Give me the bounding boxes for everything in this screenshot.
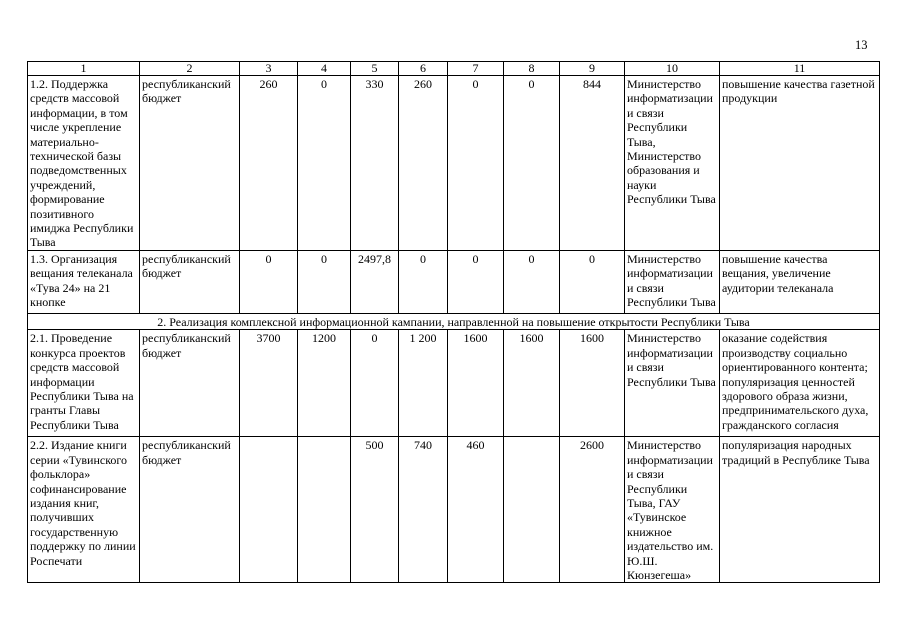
value-cell: 0 [298,76,351,251]
header-cell: 3 [240,62,298,76]
value-cell: 740 [399,437,448,583]
value-cell [504,437,560,583]
table-row [28,76,880,251]
value-cell: 844 [560,76,625,251]
table-row [28,437,880,583]
page-number: 13 [855,38,868,52]
executor-cell: Министерство информатизации и связи Республики Тыва [625,330,720,437]
funding-source-cell: республиканский бюджет [140,330,240,437]
executor-cell: Министерство информатизации и связи Республики Тыва, Министерство образования и науки Республики Тыва [625,76,720,251]
value-cell: 3700 [240,330,298,437]
table-row [28,330,880,437]
value-cell: 500 [351,437,399,583]
header-cell: 2 [140,62,240,76]
program-table [27,61,880,583]
header-cell: 8 [504,62,560,76]
funding-source-cell: республиканский бюджет [140,250,240,313]
header-cell: 1 [28,62,140,76]
value-cell: 1600 [560,330,625,437]
header-row [28,62,880,76]
value-cell: 460 [448,437,504,583]
value-cell: 0 [399,250,448,313]
table-row [28,250,880,313]
value-cell: 1600 [448,330,504,437]
value-cell: 0 [351,330,399,437]
header-cell: 4 [298,62,351,76]
value-cell: 260 [240,76,298,251]
value-cell [298,437,351,583]
header-cell: 11 [720,62,880,76]
value-cell: 0 [504,76,560,251]
value-cell: 0 [504,250,560,313]
section-row [28,313,880,329]
header-cell: 5 [351,62,399,76]
funding-source-cell: республиканский бюджет [140,437,240,583]
section-title: 2. Реализация комплексной информационной кампании, направленной на повышение открытости Республики Тыва [28,313,880,329]
executor-cell: Министерство информатизации и связи Республики Тыва [625,250,720,313]
header-cell: 6 [399,62,448,76]
header-cell: 7 [448,62,504,76]
value-cell: 1 200 [399,330,448,437]
value-cell: 260 [399,76,448,251]
event-name-cell: 1.2. Поддержка средств массовой информации, в том числе укрепление материально-технической базы подведомственных учреждений, формирование позитивного имиджа Республики Тыва [28,76,140,251]
header-cell: 10 [625,62,720,76]
value-cell: 0 [298,250,351,313]
value-cell: 0 [560,250,625,313]
funding-source-cell: республиканский бюджет [140,76,240,251]
value-cell [240,437,298,583]
event-name-cell: 1.3. Организация вещания телеканала «Тува 24» на 21 кнопке [28,250,140,313]
executor-cell: Министерство информатизации и связи Республики Тыва, ГАУ «Тувинское книжное издательство им. Ю.Ш. Кюнзегеша» [625,437,720,583]
value-cell: 0 [240,250,298,313]
value-cell: 2497,8 [351,250,399,313]
value-cell: 1600 [504,330,560,437]
value-cell: 0 [448,76,504,251]
value-cell: 1200 [298,330,351,437]
result-cell: повышение качества газетной продукции [720,76,880,251]
value-cell: 330 [351,76,399,251]
value-cell: 0 [448,250,504,313]
event-name-cell: 2.1. Проведение конкурса проектов средств массовой информации Республики Тыва на гранты Главы Республики Тыва [28,330,140,437]
result-cell: оказание содействия производству социально ориентированного контента; популяризация ценностей здорового образа жизни, предпринимательского духа, гражданского согласия [720,330,880,437]
result-cell: повышение качества вещания, увеличение аудитории телеканала [720,250,880,313]
event-name-cell: 2.2. Издание книги серии «Тувинского фольклора» софинансирование издания книг, получивших государственную поддержку по линии Роспечати [28,437,140,583]
result-cell: популяризация народных традиций в Республике Тыва [720,437,880,583]
header-cell: 9 [560,62,625,76]
value-cell: 2600 [560,437,625,583]
